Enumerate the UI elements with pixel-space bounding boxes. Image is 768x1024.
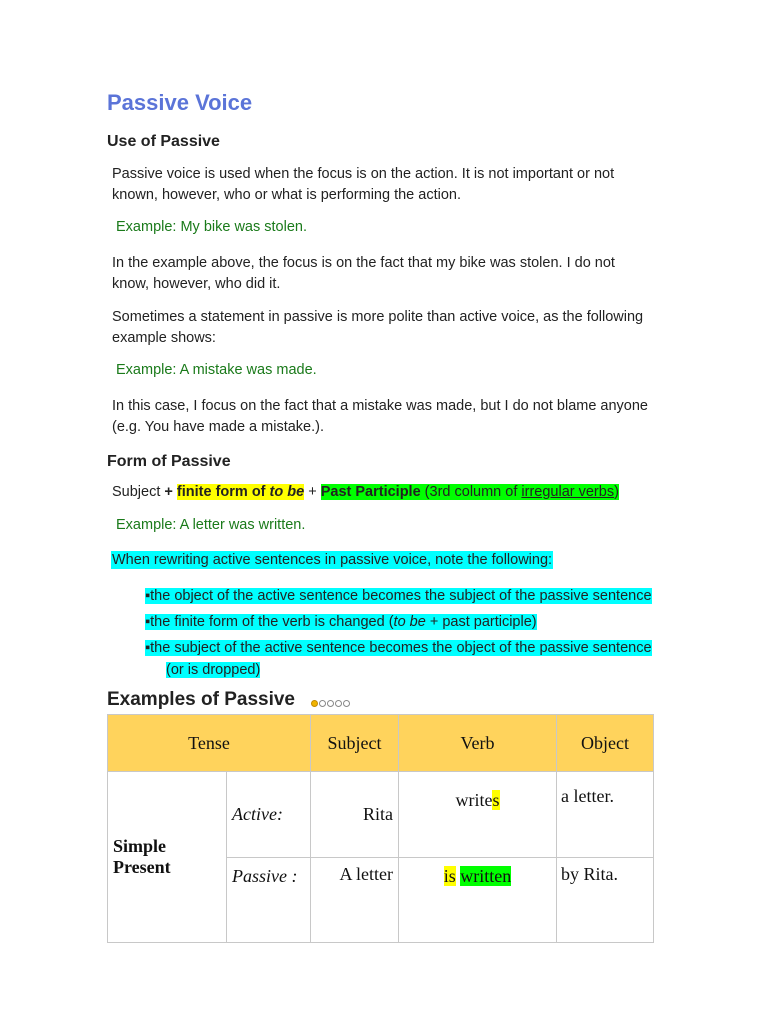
list-item bbox=[145, 609, 665, 635]
paragraph-use-3: Sometimes a statement in passive is more polite than active voice, as the following example shows: bbox=[112, 309, 644, 346]
rating-dot-icon bbox=[319, 700, 326, 707]
heading-examples-of-passive: Examples of Passive bbox=[107, 689, 295, 710]
list-item bbox=[145, 583, 665, 609]
formula-past-participle-group bbox=[321, 484, 619, 500]
active-label: Active: bbox=[227, 772, 311, 858]
verb-participle: written bbox=[460, 866, 512, 886]
header-tense: Tense bbox=[108, 715, 311, 772]
formula-paren-open: (3rd column of bbox=[420, 484, 522, 500]
examples-table bbox=[107, 714, 654, 943]
list-item-text: (or is dropped) bbox=[166, 662, 261, 678]
formula-plus-1: + bbox=[164, 484, 177, 500]
bullet-icon: ▪ bbox=[145, 640, 151, 656]
verb-stem: write bbox=[455, 790, 493, 810]
example-letter: Example: A letter was written. bbox=[116, 517, 306, 533]
passive-label-text: Passive : bbox=[232, 866, 298, 886]
formula-finite-prefix: finite form of bbox=[176, 484, 270, 500]
formula-finite-form bbox=[177, 484, 304, 500]
tense-label: Simple Present bbox=[113, 836, 171, 877]
heading-use-of-passive: Use of Passive bbox=[107, 133, 220, 150]
form-formula bbox=[112, 484, 619, 500]
table-row bbox=[108, 772, 654, 858]
list-item-continuation bbox=[145, 661, 665, 679]
formula-past-participle: Past Participle bbox=[320, 484, 421, 500]
active-object: a letter. bbox=[557, 772, 654, 858]
active-subject: Rita bbox=[311, 772, 399, 858]
paragraph-use-1: Passive voice is used when the focus is on the action. It is not important or not known, however, who or what is performing the action. bbox=[112, 166, 615, 203]
page-title: Passive Voice bbox=[107, 90, 253, 115]
formula-to-be: to be bbox=[269, 484, 305, 500]
heading-form-of-passive: Form of Passive bbox=[107, 453, 231, 470]
header-object: Object bbox=[557, 715, 654, 772]
rating-dot-icon bbox=[327, 700, 334, 707]
tense-simple-present bbox=[108, 772, 227, 943]
formula-subject: Subject bbox=[112, 484, 165, 500]
rating-dot-icon bbox=[311, 700, 318, 707]
note-rewriting: When rewriting active sentences in passive voice, note the following: bbox=[112, 552, 553, 568]
table-header-row bbox=[108, 715, 654, 772]
rules-list bbox=[145, 583, 665, 679]
example-mistake: Example: A mistake was made. bbox=[116, 362, 317, 378]
passive-label bbox=[227, 858, 311, 943]
verb-aux: is bbox=[443, 866, 456, 886]
list-item-text: the finite form of the verb is changed ( bbox=[150, 614, 394, 630]
paragraph-use-2: In the example above, the focus is on the fact that my bike was stolen. I do not know, however, who did it. bbox=[112, 255, 615, 292]
bullet-icon: ▪ bbox=[145, 614, 151, 630]
passive-object: by Rita. bbox=[557, 858, 654, 943]
rating-dot-icon bbox=[343, 700, 350, 707]
formula-plus-2: + bbox=[304, 484, 321, 500]
list-item bbox=[145, 635, 665, 661]
passive-verb bbox=[399, 858, 557, 943]
header-verb: Verb bbox=[399, 715, 557, 772]
difficulty-rating bbox=[311, 700, 350, 707]
verb-ending: s bbox=[492, 790, 500, 810]
header-subject: Subject bbox=[311, 715, 399, 772]
passive-subject: A letter bbox=[311, 858, 399, 943]
list-item-text: the object of the active sentence becomes the subject of the passive sentence bbox=[150, 588, 652, 604]
irregular-verbs-link[interactable]: irregular verbs bbox=[521, 484, 615, 500]
example-bike: Example: My bike was stolen. bbox=[116, 219, 307, 235]
list-item-text: + past participle) bbox=[425, 614, 537, 630]
bullet-icon: ▪ bbox=[145, 588, 151, 604]
formula-paren-close: ) bbox=[614, 484, 619, 500]
list-item-emphasis: to be bbox=[393, 614, 426, 630]
active-verb bbox=[399, 772, 557, 858]
rating-dot-icon bbox=[335, 700, 342, 707]
paragraph-use-4: In this case, I focus on the fact that a mistake was made, but I do not blame anyone (e.g. You have made a mistake.). bbox=[112, 398, 648, 435]
list-item-text: the subject of the active sentence becomes the object of the passive sentence bbox=[150, 640, 652, 656]
